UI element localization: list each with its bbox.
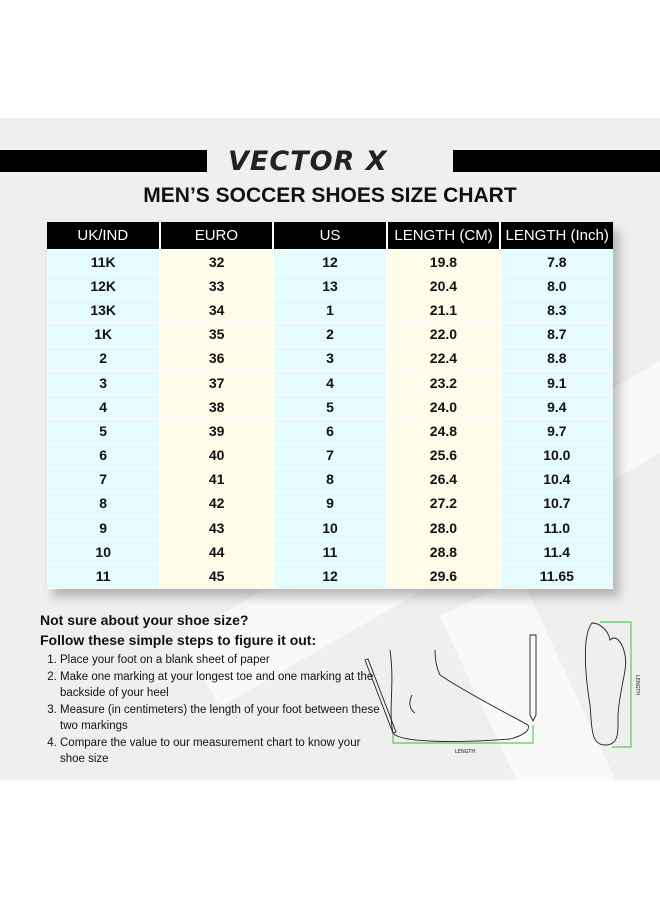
table-row bbox=[47, 250, 613, 274]
table-cell: 10 bbox=[47, 540, 160, 564]
foot-measurement-illustration bbox=[360, 615, 640, 755]
table-cell: 38 bbox=[160, 395, 273, 419]
table-cell: 9 bbox=[274, 492, 387, 516]
table-cell: 40 bbox=[160, 444, 273, 468]
table-cell: 8.7 bbox=[501, 323, 613, 347]
table-row bbox=[47, 492, 613, 516]
table-cell: 10.0 bbox=[501, 444, 613, 468]
table-cell: 11 bbox=[47, 564, 160, 588]
table-cell: 37 bbox=[160, 371, 273, 395]
steps-list bbox=[40, 652, 380, 768]
table-cell: 3 bbox=[274, 347, 387, 371]
header-bar-right bbox=[453, 150, 660, 172]
table-cell: 8.3 bbox=[501, 298, 613, 322]
table-cell: 39 bbox=[160, 419, 273, 443]
table-cell: 8.0 bbox=[501, 274, 613, 298]
page-title: MEN’S SOCCER SHOES SIZE CHART bbox=[143, 184, 517, 207]
table-cell: 29.6 bbox=[387, 564, 500, 588]
table-cell: 4 bbox=[274, 371, 387, 395]
table-header bbox=[47, 222, 613, 250]
table-cell: 7 bbox=[47, 468, 160, 492]
table-cell: 24.8 bbox=[387, 419, 500, 443]
table-cell: 11.4 bbox=[501, 540, 613, 564]
table-row bbox=[47, 298, 613, 322]
table-cell: 43 bbox=[160, 516, 273, 540]
table-cell: 24.0 bbox=[387, 395, 500, 419]
table-cell: 11 bbox=[274, 540, 387, 564]
step-item: 4. Compare the value to our measurement chart to know your shoe size bbox=[60, 735, 380, 768]
table-cell: 33 bbox=[160, 274, 273, 298]
table-cell: 7.8 bbox=[501, 250, 613, 274]
sizing-instructions bbox=[40, 610, 380, 768]
table-cell: 2 bbox=[274, 323, 387, 347]
table-row bbox=[47, 371, 613, 395]
help-heading: Not sure about your shoe size? bbox=[40, 612, 249, 628]
table-cell: 12 bbox=[274, 250, 387, 274]
table-cell: 10.7 bbox=[501, 492, 613, 516]
table-cell: 26.4 bbox=[387, 468, 500, 492]
table-cell: 28.8 bbox=[387, 540, 500, 564]
table-cell: 7 bbox=[274, 444, 387, 468]
column-header: LENGTH (CM) bbox=[388, 222, 502, 250]
table-cell: 3 bbox=[47, 371, 160, 395]
table-row bbox=[47, 347, 613, 371]
table-cell: 19.8 bbox=[387, 250, 500, 274]
table-cell: 27.2 bbox=[387, 492, 500, 516]
table-cell: 9.4 bbox=[501, 395, 613, 419]
table-cell: 8 bbox=[47, 492, 160, 516]
table-cell: 12 bbox=[274, 564, 387, 588]
size-chart-table bbox=[47, 222, 613, 589]
help-subheading: Follow these simple steps to figure it out: bbox=[40, 632, 317, 648]
table-row bbox=[47, 468, 613, 492]
table-row bbox=[47, 419, 613, 443]
table-cell: 32 bbox=[160, 250, 273, 274]
table-cell: 20.4 bbox=[387, 274, 500, 298]
step-item: 1. Place your foot on a blank sheet of paper bbox=[60, 652, 380, 669]
table-cell: 10.4 bbox=[501, 468, 613, 492]
table-cell: 22.4 bbox=[387, 347, 500, 371]
column-header: EURO bbox=[161, 222, 275, 250]
table-cell: 1 bbox=[274, 298, 387, 322]
table-cell: 35 bbox=[160, 323, 273, 347]
table-cell: 11.65 bbox=[501, 564, 613, 588]
column-header: LENGTH (Inch) bbox=[501, 222, 613, 250]
table-row bbox=[47, 516, 613, 540]
table-cell: 5 bbox=[274, 395, 387, 419]
table-cell: 2 bbox=[47, 347, 160, 371]
table-cell: 8.8 bbox=[501, 347, 613, 371]
brand-name: VECTOR X bbox=[228, 145, 388, 177]
table-cell: 21.1 bbox=[387, 298, 500, 322]
table-cell: 9.7 bbox=[501, 419, 613, 443]
brand-logo bbox=[228, 143, 438, 179]
table-cell: 22.0 bbox=[387, 323, 500, 347]
table-cell: 13 bbox=[274, 274, 387, 298]
table-cell: 4 bbox=[47, 395, 160, 419]
table-cell: 5 bbox=[47, 419, 160, 443]
table-row bbox=[47, 274, 613, 298]
table-cell: 12K bbox=[47, 274, 160, 298]
table-cell: 11K bbox=[47, 250, 160, 274]
column-header: US bbox=[274, 222, 388, 250]
length-label: LENGTH bbox=[634, 675, 640, 696]
table-cell: 44 bbox=[160, 540, 273, 564]
table-row bbox=[47, 395, 613, 419]
table-cell: 6 bbox=[47, 444, 160, 468]
table-cell: 6 bbox=[274, 419, 387, 443]
table-cell: 28.0 bbox=[387, 516, 500, 540]
step-item: 3. Measure (in centimeters) the length of your foot between these two markings bbox=[60, 702, 380, 735]
header-bar-left bbox=[0, 150, 207, 172]
table-row bbox=[47, 564, 613, 588]
table-cell: 1K bbox=[47, 323, 160, 347]
table-cell: 36 bbox=[160, 347, 273, 371]
table-cell: 10 bbox=[274, 516, 387, 540]
column-header: UK/IND bbox=[47, 222, 161, 250]
table-cell: 23.2 bbox=[387, 371, 500, 395]
table-row bbox=[47, 323, 613, 347]
table-row bbox=[47, 540, 613, 564]
table-cell: 13K bbox=[47, 298, 160, 322]
step-item: 2. Make one marking at your longest toe and one marking at the backside of your heel bbox=[60, 669, 380, 702]
table-cell: 11.0 bbox=[501, 516, 613, 540]
table-cell: 42 bbox=[160, 492, 273, 516]
table-row bbox=[47, 444, 613, 468]
table-cell: 41 bbox=[160, 468, 273, 492]
table-cell: 9.1 bbox=[501, 371, 613, 395]
table-cell: 45 bbox=[160, 564, 273, 588]
table-cell: 25.6 bbox=[387, 444, 500, 468]
table-cell: 9 bbox=[47, 516, 160, 540]
table-cell: 8 bbox=[274, 468, 387, 492]
table-cell: 34 bbox=[160, 298, 273, 322]
length-label: LENGTH bbox=[455, 749, 476, 755]
